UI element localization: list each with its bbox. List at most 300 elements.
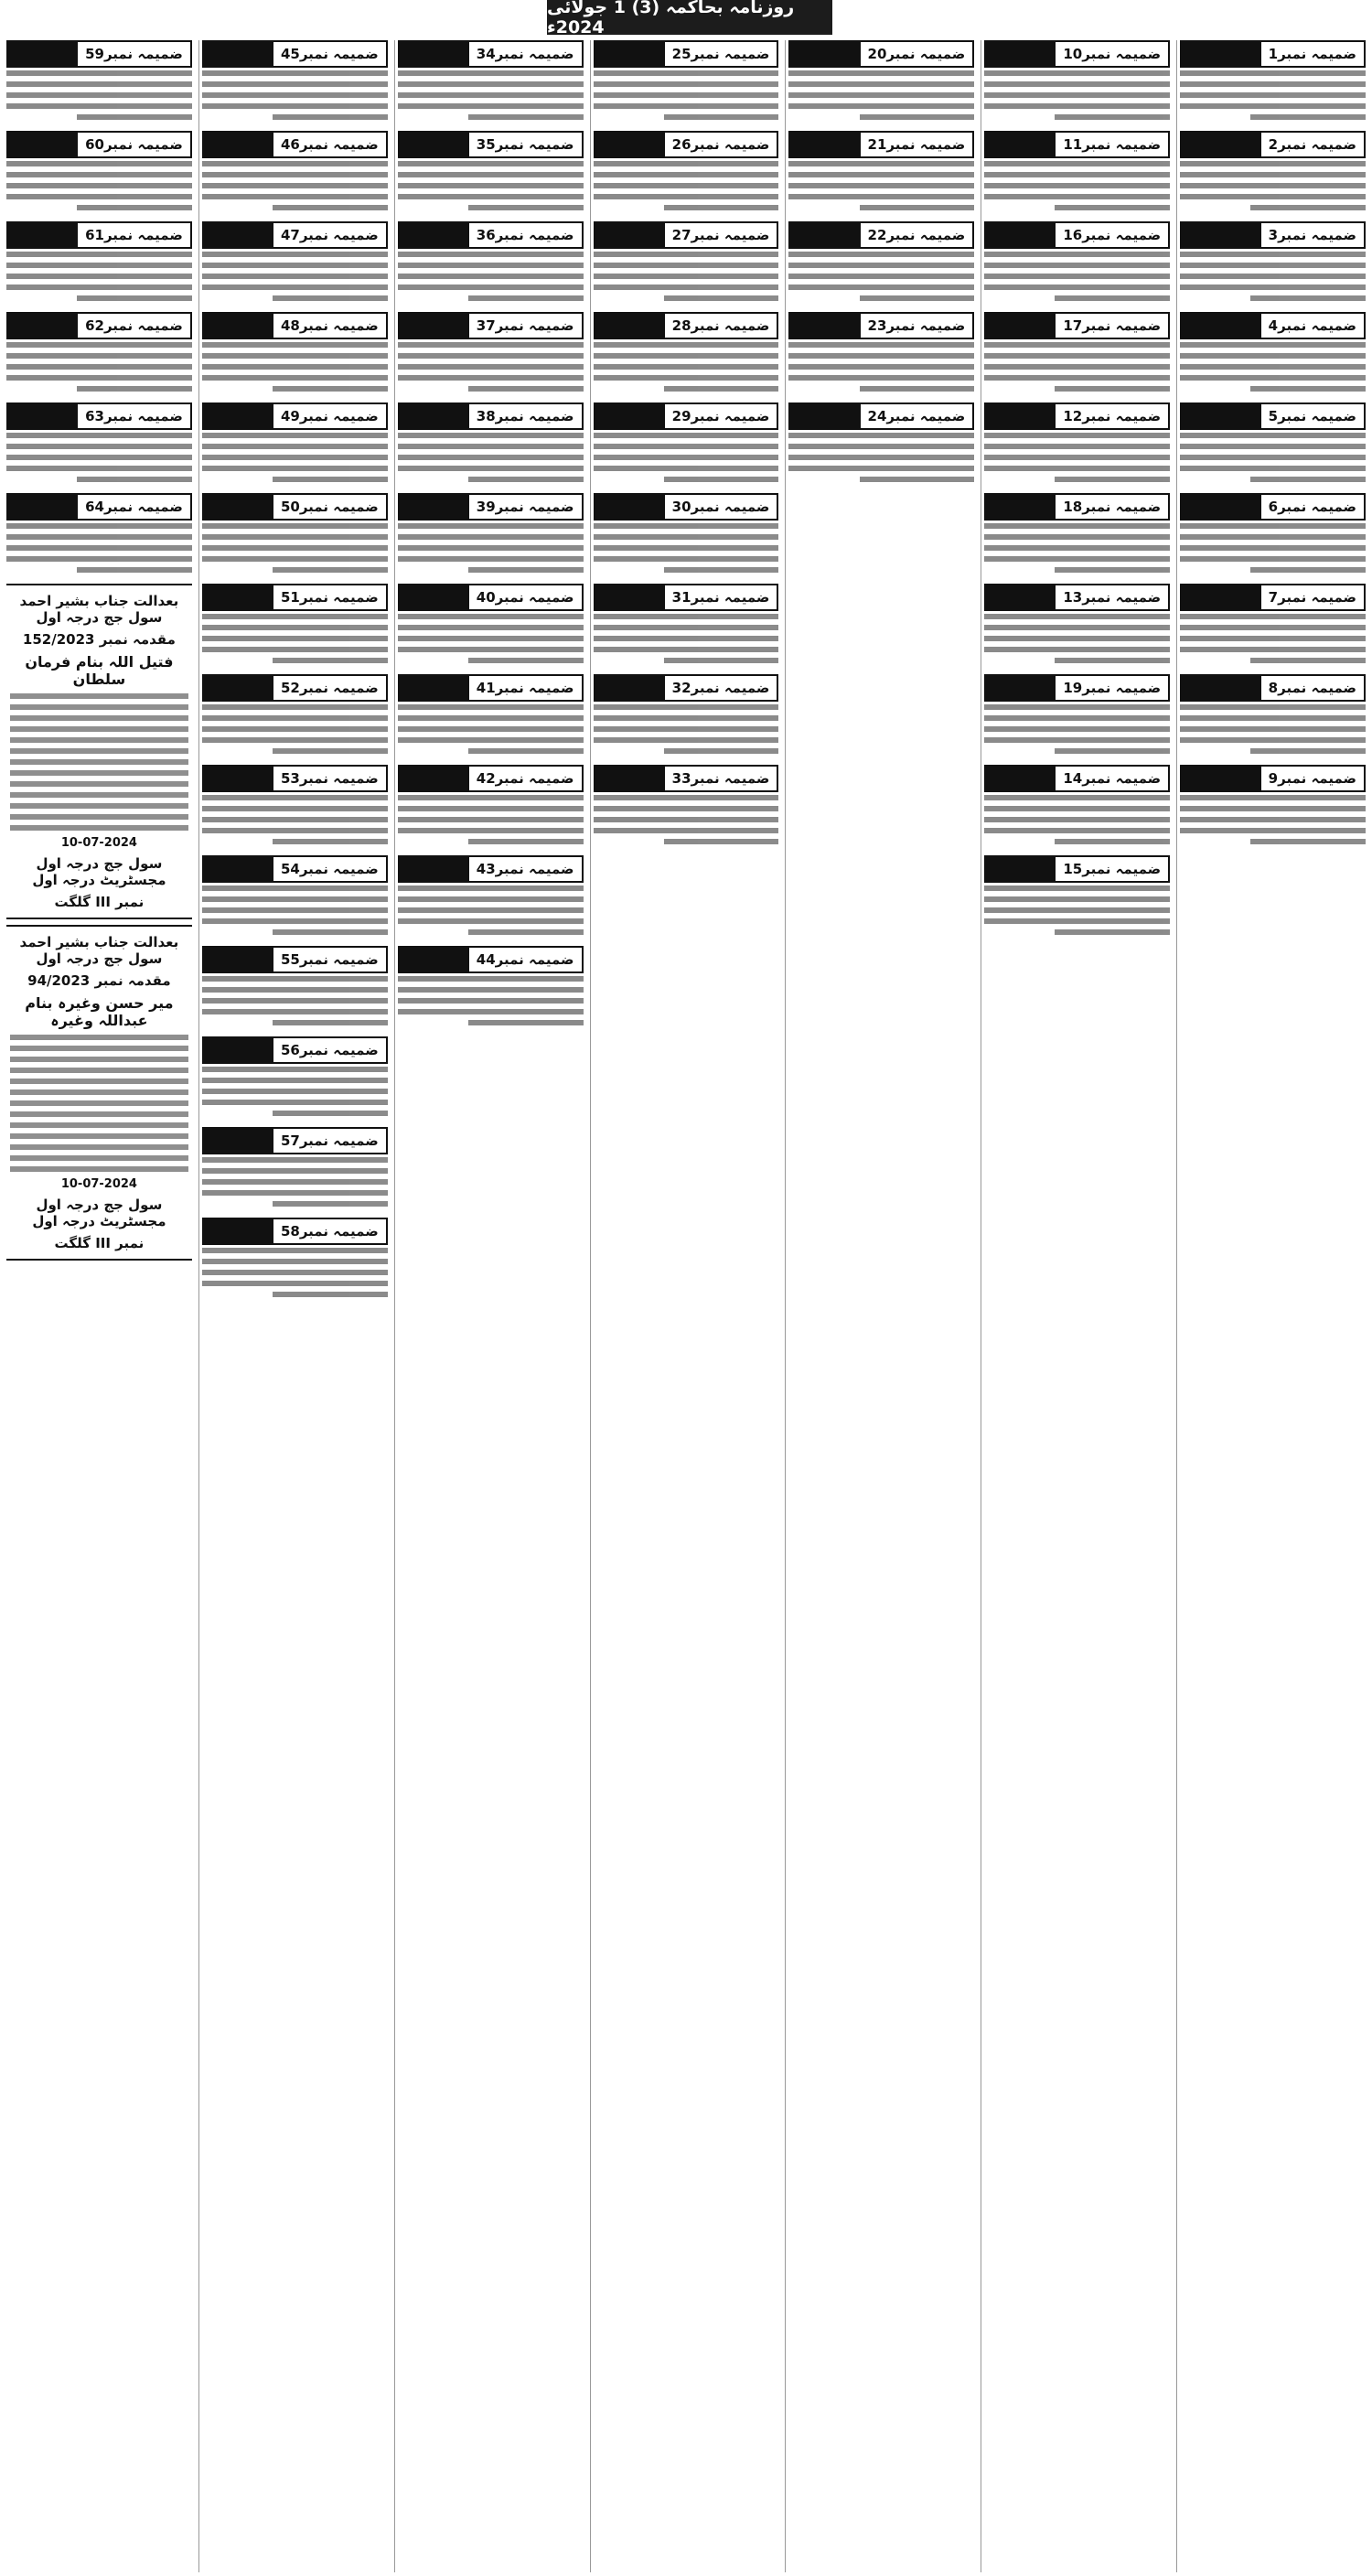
item-header [398, 765, 584, 792]
column-2 [981, 40, 1173, 2572]
item-body-text [1180, 614, 1366, 669]
item-body-text [594, 252, 779, 306]
notice-court: بعدالت جناب بشیر احمد سول جج درجہ اول [19, 934, 179, 967]
item-label: ضمیمہ نمبر21 [861, 133, 973, 156]
item-body-text [202, 614, 388, 669]
item-header-bar [595, 767, 665, 790]
court-notice-2 [6, 925, 192, 1261]
column-4 [590, 40, 782, 2572]
item-body-text [202, 795, 388, 850]
news-item [984, 221, 1170, 306]
item-header-bar [595, 585, 665, 609]
item-header [202, 493, 388, 521]
item-header-bar [204, 1219, 273, 1243]
item-header [984, 765, 1170, 792]
item-header [398, 221, 584, 249]
item-body-text [594, 433, 779, 488]
item-label: ضمیمہ نمبر64 [78, 495, 190, 519]
item-body-text [1180, 161, 1366, 216]
news-item [202, 674, 388, 759]
item-header-bar [204, 585, 273, 609]
item-header [202, 1218, 388, 1245]
item-body-text [984, 433, 1170, 488]
item-body-text [6, 70, 192, 125]
news-item [984, 765, 1170, 850]
news-item [594, 674, 779, 759]
item-body-text [788, 252, 974, 306]
news-item [202, 493, 388, 578]
news-item [398, 40, 584, 125]
item-header [202, 1127, 388, 1154]
news-item [594, 402, 779, 488]
item-header [984, 221, 1170, 249]
news-item [6, 402, 192, 488]
item-body-text [1180, 795, 1366, 850]
item-label: ضمیمہ نمبر44 [469, 948, 582, 971]
item-body-text [202, 1157, 388, 1212]
column-7 [4, 40, 195, 2572]
item-body-text [398, 976, 584, 1031]
item-header-bar [986, 42, 1056, 66]
item-body-text [202, 252, 388, 306]
news-item [398, 584, 584, 669]
item-header-bar [986, 223, 1056, 247]
news-item [984, 312, 1170, 397]
item-label: ضمیمہ نمبر19 [1056, 676, 1168, 700]
item-label: ضمیمہ نمبر14 [1056, 767, 1168, 790]
item-header-bar [986, 676, 1056, 700]
item-body-text [202, 1067, 388, 1122]
item-header [594, 584, 779, 611]
news-item [594, 584, 779, 669]
item-body-text [594, 523, 779, 578]
item-label: ضمیمہ نمبر45 [273, 42, 386, 66]
item-label: ضمیمہ نمبر37 [469, 314, 582, 338]
notice-case: مقدمہ نمبر 94/2023 [27, 972, 171, 989]
item-header-bar [8, 404, 78, 428]
item-header-bar [204, 948, 273, 971]
item-body-text [202, 70, 388, 125]
item-body-text [202, 1248, 388, 1303]
news-item [984, 131, 1170, 216]
item-header-bar [8, 314, 78, 338]
item-header-bar [204, 495, 273, 519]
item-body-text [398, 704, 584, 759]
item-label: ضمیمہ نمبر1 [1261, 42, 1364, 66]
item-header-bar [1182, 767, 1261, 790]
item-body-text [594, 795, 779, 850]
item-body-text [1180, 433, 1366, 488]
item-header [202, 221, 388, 249]
news-item [1180, 674, 1366, 759]
item-body-text [202, 704, 388, 759]
item-label: ضمیمہ نمبر31 [665, 585, 777, 609]
column-6 [198, 40, 391, 2572]
item-header [6, 131, 192, 158]
notice-case: مقدمہ نمبر 152/2023 [22, 631, 176, 648]
item-label: ضمیمہ نمبر47 [273, 223, 386, 247]
item-header-bar [204, 676, 273, 700]
item-header-bar [400, 314, 469, 338]
item-label: ضمیمہ نمبر34 [469, 42, 582, 66]
item-header-bar [400, 585, 469, 609]
item-body-text [984, 523, 1170, 578]
notice-parties: فتیل اللہ بنام فرمان سلطان [25, 653, 174, 688]
news-item [1180, 765, 1366, 850]
column-5 [394, 40, 586, 2572]
item-header [594, 493, 779, 521]
item-header-bar [986, 585, 1056, 609]
item-body-text [6, 161, 192, 216]
item-header-bar [400, 676, 469, 700]
item-label: ضمیمہ نمبر15 [1056, 857, 1168, 881]
item-label: ضمیمہ نمبر26 [665, 133, 777, 156]
item-header-bar [595, 314, 665, 338]
item-header [984, 131, 1170, 158]
item-header [594, 40, 779, 68]
item-label: ضمیمہ نمبر62 [78, 314, 190, 338]
item-body-text [398, 342, 584, 397]
item-label: ضمیمہ نمبر40 [469, 585, 582, 609]
news-item [984, 402, 1170, 488]
item-header-bar [986, 495, 1056, 519]
item-body-text [788, 342, 974, 397]
news-item [1180, 402, 1366, 488]
news-item [202, 402, 388, 488]
item-header [1180, 312, 1366, 339]
news-item [1180, 584, 1366, 669]
item-body-text [202, 161, 388, 216]
item-label: ضمیمہ نمبر38 [469, 404, 582, 428]
item-body-text [594, 70, 779, 125]
item-header-bar [204, 42, 273, 66]
item-body-text [1180, 342, 1366, 397]
item-body-text [6, 342, 192, 397]
item-header [202, 312, 388, 339]
item-body-text [398, 795, 584, 850]
news-item [398, 674, 584, 759]
item-header [398, 584, 584, 611]
item-label: ضمیمہ نمبر54 [273, 857, 386, 881]
item-header-bar [400, 223, 469, 247]
item-label: ضمیمہ نمبر51 [273, 585, 386, 609]
news-item [202, 221, 388, 306]
item-body-text [984, 704, 1170, 759]
item-label: ضمیمہ نمبر43 [469, 857, 582, 881]
item-header [202, 855, 388, 883]
notice-body [10, 693, 188, 831]
item-header [398, 402, 584, 430]
item-body-text [202, 976, 388, 1031]
notice-place: نمبر III گلگت [54, 1235, 145, 1251]
item-label: ضمیمہ نمبر6 [1261, 495, 1364, 519]
item-header [788, 131, 974, 158]
item-header-bar [1182, 404, 1261, 428]
item-header [594, 131, 779, 158]
item-header [1180, 221, 1366, 249]
item-body-text [398, 161, 584, 216]
item-header [1180, 40, 1366, 68]
item-header [6, 493, 192, 521]
item-body-text [788, 433, 974, 488]
item-header [594, 221, 779, 249]
item-header [984, 855, 1170, 883]
news-item [202, 1218, 388, 1303]
news-item [984, 674, 1170, 759]
item-label: ضمیمہ نمبر56 [273, 1038, 386, 1062]
news-item [202, 312, 388, 397]
item-header-bar [986, 314, 1056, 338]
news-item [984, 584, 1170, 669]
item-label: ضمیمہ نمبر3 [1261, 223, 1364, 247]
news-item [398, 493, 584, 578]
item-body-text [202, 886, 388, 940]
item-label: ضمیمہ نمبر8 [1261, 676, 1364, 700]
item-header [984, 493, 1170, 521]
item-label: ضمیمہ نمبر28 [665, 314, 777, 338]
item-body-text [202, 433, 388, 488]
item-body-text [398, 886, 584, 940]
item-label: ضمیمہ نمبر39 [469, 495, 582, 519]
item-header-bar [8, 495, 78, 519]
item-header-bar [1182, 133, 1261, 156]
item-header [398, 40, 584, 68]
item-header [788, 402, 974, 430]
news-item [202, 1036, 388, 1122]
item-header-bar [400, 767, 469, 790]
item-body-text [984, 70, 1170, 125]
news-item [1180, 493, 1366, 578]
item-header-bar [204, 223, 273, 247]
item-label: ضمیمہ نمبر61 [78, 223, 190, 247]
item-header-bar [595, 495, 665, 519]
news-item [788, 40, 974, 125]
news-item [202, 1127, 388, 1212]
news-item [398, 765, 584, 850]
item-body-text [6, 523, 192, 578]
item-header-bar [8, 133, 78, 156]
item-label: ضمیمہ نمبر7 [1261, 585, 1364, 609]
news-item [398, 855, 584, 940]
item-label: ضمیمہ نمبر42 [469, 767, 582, 790]
item-header [984, 312, 1170, 339]
item-body-text [984, 161, 1170, 216]
item-body-text [984, 886, 1170, 940]
item-label: ضمیمہ نمبر20 [861, 42, 973, 66]
item-header [788, 312, 974, 339]
item-body-text [594, 342, 779, 397]
news-item [202, 765, 388, 850]
news-item [398, 946, 584, 1031]
item-label: ضمیمہ نمبر36 [469, 223, 582, 247]
item-body-text [984, 795, 1170, 850]
item-body-text [594, 161, 779, 216]
page-header: روزنامہ بحاکمہ (3) 1 جولائی 2024ء [547, 0, 832, 35]
item-header-bar [595, 676, 665, 700]
item-label: ضمیمہ نمبر50 [273, 495, 386, 519]
item-header-bar [204, 857, 273, 881]
item-header-bar [204, 1038, 273, 1062]
news-item [984, 855, 1170, 940]
item-header [1180, 131, 1366, 158]
item-body-text [984, 342, 1170, 397]
item-label: ضمیمہ نمبر12 [1056, 404, 1168, 428]
news-item [594, 40, 779, 125]
column-3 [785, 40, 977, 2572]
item-header [1180, 402, 1366, 430]
item-header-bar [1182, 495, 1261, 519]
notice-date: 10-07-2024 [60, 836, 137, 850]
item-header-bar [1182, 585, 1261, 609]
notice-signature: سول جج درجہ اول مجسٹریٹ درجہ اول [32, 855, 166, 888]
item-header [202, 946, 388, 973]
item-body-text [1180, 252, 1366, 306]
item-label: ضمیمہ نمبر48 [273, 314, 386, 338]
item-header [6, 312, 192, 339]
item-label: ضمیمہ نمبر27 [665, 223, 777, 247]
item-label: ضمیمہ نمبر13 [1056, 585, 1168, 609]
item-header [398, 674, 584, 702]
item-header [398, 855, 584, 883]
item-label: ضمیمہ نمبر9 [1261, 767, 1364, 790]
item-label: ضمیمہ نمبر49 [273, 404, 386, 428]
item-header-bar [790, 404, 860, 428]
item-header-bar [1182, 223, 1261, 247]
news-item [398, 131, 584, 216]
item-header [6, 221, 192, 249]
news-item [594, 312, 779, 397]
item-label: ضمیمہ نمبر35 [469, 133, 582, 156]
news-item [6, 221, 192, 306]
item-header-bar [1182, 42, 1261, 66]
court-notice-1 [6, 584, 192, 919]
item-header-bar [204, 1129, 273, 1153]
notice-parties: میر حسن وغیرہ بنام عبداللہ وغیرہ [25, 994, 174, 1029]
item-header [398, 493, 584, 521]
item-header [398, 131, 584, 158]
item-body-text [984, 252, 1170, 306]
item-label: ضمیمہ نمبر32 [665, 676, 777, 700]
item-header [398, 312, 584, 339]
news-item [202, 40, 388, 125]
item-header-bar [595, 42, 665, 66]
item-header-bar [790, 314, 860, 338]
item-label: ضمیمہ نمبر10 [1056, 42, 1168, 66]
news-item [1180, 221, 1366, 306]
notice-body [10, 1035, 188, 1172]
item-label: ضمیمہ نمبر5 [1261, 404, 1364, 428]
news-item [6, 40, 192, 125]
item-header [202, 765, 388, 792]
item-header [594, 402, 779, 430]
item-body-text [398, 523, 584, 578]
item-body-text [6, 433, 192, 488]
item-header [398, 946, 584, 973]
notice-date: 10-07-2024 [60, 1177, 137, 1191]
item-body-text [594, 704, 779, 759]
item-header-bar [204, 404, 273, 428]
item-header-bar [986, 857, 1056, 881]
news-item [6, 131, 192, 216]
news-item [202, 855, 388, 940]
notice-place: نمبر III گلگت [54, 894, 145, 910]
item-header-bar [204, 133, 273, 156]
item-body-text [398, 614, 584, 669]
item-label: ضمیمہ نمبر2 [1261, 133, 1364, 156]
item-header [1180, 493, 1366, 521]
news-item [984, 40, 1170, 125]
item-label: ضمیمہ نمبر55 [273, 948, 386, 971]
item-header-bar [986, 404, 1056, 428]
item-label: ضمیمہ نمبر22 [861, 223, 973, 247]
item-header-bar [790, 42, 860, 66]
item-label: ضمیمہ نمبر46 [273, 133, 386, 156]
item-header-bar [595, 133, 665, 156]
item-body-text [398, 70, 584, 125]
news-item [398, 221, 584, 306]
news-item [202, 584, 388, 669]
item-header-bar [400, 42, 469, 66]
item-body-text [202, 342, 388, 397]
notice-signature: سول جج درجہ اول مجسٹریٹ درجہ اول [32, 1197, 166, 1229]
item-header [6, 40, 192, 68]
item-header-bar [400, 948, 469, 971]
news-item [594, 221, 779, 306]
item-body-text [594, 614, 779, 669]
news-item [6, 493, 192, 578]
item-header [594, 312, 779, 339]
item-body-text [788, 70, 974, 125]
item-body-text [1180, 704, 1366, 759]
item-header-bar [204, 314, 273, 338]
item-header [202, 131, 388, 158]
item-header-bar [595, 223, 665, 247]
item-label: ضمیمہ نمبر24 [861, 404, 973, 428]
item-label: ضمیمہ نمبر30 [665, 495, 777, 519]
item-header [202, 674, 388, 702]
item-body-text [202, 523, 388, 578]
item-header [1180, 584, 1366, 611]
item-body-text [6, 252, 192, 306]
news-item [594, 493, 779, 578]
news-item [594, 131, 779, 216]
item-header-bar [986, 133, 1056, 156]
item-label: ضمیمہ نمبر23 [861, 314, 973, 338]
item-header-bar [790, 133, 860, 156]
item-label: ضمیمہ نمبر33 [665, 767, 777, 790]
item-body-text [398, 433, 584, 488]
item-body-text [398, 252, 584, 306]
news-item [398, 402, 584, 488]
item-label: ضمیمہ نمبر58 [273, 1219, 386, 1243]
item-header-bar [8, 42, 78, 66]
item-header-bar [400, 404, 469, 428]
news-item [788, 131, 974, 216]
item-header-bar [8, 223, 78, 247]
item-label: ضمیمہ نمبر29 [665, 404, 777, 428]
item-label: ضمیمہ نمبر25 [665, 42, 777, 66]
item-label: ضمیمہ نمبر60 [78, 133, 190, 156]
item-label: ضمیمہ نمبر16 [1056, 223, 1168, 247]
news-item [1180, 312, 1366, 397]
item-header [202, 1036, 388, 1064]
item-header [1180, 765, 1366, 792]
news-item [594, 765, 779, 850]
item-label: ضمیمہ نمبر52 [273, 676, 386, 700]
item-label: ضمیمہ نمبر63 [78, 404, 190, 428]
item-label: ضمیمہ نمبر17 [1056, 314, 1168, 338]
item-header [594, 674, 779, 702]
